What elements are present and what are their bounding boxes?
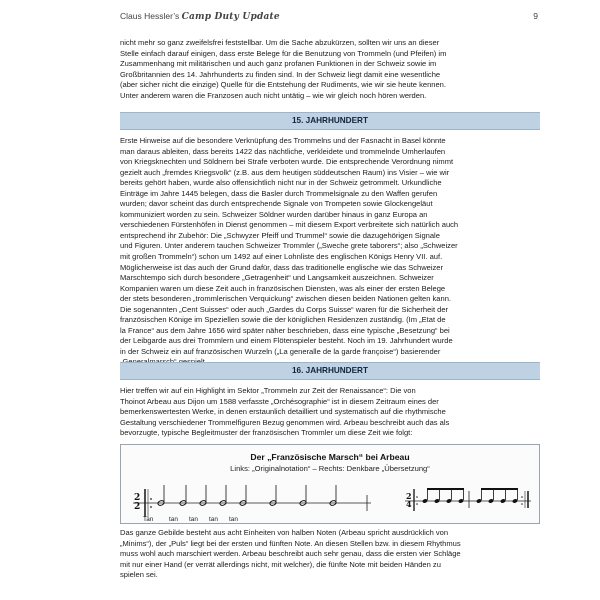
- text-line: und Figuren. Unter anderem tauchen Schweizer Trommler („Sweche grete taborers“; also „Schweizer: [120, 241, 458, 251]
- time-signature-top: 2: [134, 493, 141, 503]
- eighth-note: [422, 489, 428, 504]
- text-line: der Leibgarde aus drei Trommlern und einem Flötenspieler besteht. Noch im 19. Jahrhundert wurde: [120, 336, 453, 346]
- notation-graphic: [121, 445, 539, 523]
- text-line: in der Schweiz ein auf französischen Wurzeln („La generalle de la garde françoise“) basierender: [120, 346, 441, 356]
- text-line: mit nur einer Hand (er verrät allerdings nicht, mit welcher), die fünfte Note mit beiden Händen zu: [120, 559, 441, 569]
- section-heading-15: [120, 112, 540, 130]
- text-line: Möglicherweise ist das auch der Grund dafür, dass das traditionelle englische wie das Schweizer: [120, 262, 444, 272]
- text-line: Kompanien waren um diese Zeit auch in französischen Diensten, was als einer der ersten Belege: [120, 283, 446, 293]
- text-line: mit großen Trommeln“) schon um 1492 auf einer Lohnliste des englischen Königs Henry VII. auf.: [120, 252, 443, 262]
- eighth-note: [512, 489, 518, 504]
- text-line: Einträge im Jahre 1445 belegen, dass die Basler durch Trommelsignale zu den Waffen gerufen: [120, 188, 438, 198]
- text-line: entsprechend ihr Zubehör: Die „Schwyzer Pfeiff und Trummel“ sowie die dazugehörigen Signale: [120, 230, 440, 240]
- text-line: wurden; davor scheint das durch entsprechende Signale von Trompeten sowie Glockengeläut: [120, 199, 433, 209]
- text-line: Zusammenhang mit militärischen und auch ganz profanen Funktionen in der Schweiz sowie im: [120, 59, 437, 69]
- eighth-note: [434, 489, 440, 504]
- section-heading-15-label: 15. JAHRHUNDERT: [292, 116, 368, 125]
- syllable-labels: [143, 516, 238, 523]
- text-line: Thoinot Arbeau aus Dijon um 1588 verfasste „Orchésographie“ ist in diesem Zeitraum eines der: [120, 396, 439, 406]
- outro-paragraph: [120, 528, 540, 581]
- text-line: nicht mehr so ganz zweifelsfrei feststellbar. Um die Sache abzukürzen, sollten wir uns an dieser: [120, 38, 440, 47]
- figure-subtitle: Links: „Originalnotation“ – Rechts: Denkbare „Übersetzung“: [230, 464, 430, 473]
- page-number: 9: [533, 11, 538, 21]
- text-line: man daraus ableiten, dass bereits 1422 das nächtliche, verkleidete und trommelnde Umherlaufen: [120, 146, 446, 156]
- repeat-dot: [521, 496, 523, 498]
- eighth-note: [488, 489, 494, 504]
- note-beam: [427, 488, 464, 490]
- intro-paragraph: [120, 38, 540, 101]
- eighth-note: [446, 489, 452, 504]
- repeat-dot: [150, 506, 152, 508]
- time-signature-top: 2: [406, 491, 412, 501]
- time-signature-bottom: 2: [134, 502, 141, 512]
- text-line: Erste Hinweise auf die besondere Verknüpfung des Trommelns und der Fasnacht in Basel könnte: [120, 136, 446, 145]
- section-heading-16: [120, 362, 540, 380]
- running-header: [120, 9, 538, 25]
- text-line: spielen sei.: [120, 570, 158, 580]
- text-line: Großbritannien des 14. Jahrhunderts zu finden sind. In der Schweiz liegt damit eine wesentliche: [120, 69, 441, 79]
- text-line: bemerkenswertesten Werke, in denen erstaunlich detailliert und systematisch auf die rhythmische: [120, 407, 446, 417]
- syllable-label: Tan: [143, 516, 154, 523]
- note-beam: [481, 488, 518, 490]
- text-line: Die sogenannten „Cent Suisses“ oder auch „Gardes du Corps Suisse“ waren für die Sicherheit der: [120, 304, 449, 314]
- text-line: Hier treffen wir auf ein Highlight im Sektor „Trommeln zur Zeit der Renaissance“: Die von: [120, 386, 416, 395]
- text-line: verschiedenen Fürstenhöfen in Dienst genommen – mit diesem Export verbreitete sich natürlich auch: [120, 220, 459, 230]
- text-line: Stelle einfach darauf einigen, dass erste Belege für die Benutzung von Trommeln (und Pfeifen) im: [120, 48, 447, 58]
- translated-notation: [405, 488, 531, 511]
- eighth-note: [458, 489, 464, 504]
- notation-figure: [120, 444, 540, 524]
- header-author: [120, 11, 280, 22]
- text-line: der stets besonderen „trommlerischen Verquickung“ zwischen diesen beiden Nationen gelten kann.: [120, 294, 451, 304]
- section-heading-16-label: 16. JAHRHUNDERT: [292, 366, 368, 375]
- syllable-label: tan: [209, 516, 218, 523]
- time-signature-bottom: 4: [406, 499, 412, 509]
- header-brand-logo: Camp Duty Update: [181, 12, 280, 22]
- repeat-dot: [416, 503, 418, 505]
- text-line: Das ganze Gebilde besteht aus acht Einheiten von halben Noten (Arbeau spricht ausdrücklich von: [120, 528, 449, 537]
- text-line: französischen Könige im Speziellen sowie die der königlichen Residenzen zuständig. (Im „Etat de: [120, 315, 446, 325]
- text-line: von Kriegsknechten und Söldnern bei Strafe verboten wurde. Die entsprechende Verordnung nimmt: [120, 157, 454, 167]
- repeat-dot: [416, 496, 418, 498]
- header-author-name: Claus Hessler’s: [120, 11, 180, 21]
- repeat-dot: [150, 498, 152, 500]
- eighth-note: [500, 489, 506, 504]
- text-line: Marschtempo sich durch besondere „Getragenheit“ und Langsamkeit auszeichnen. Schweizer: [120, 273, 434, 283]
- syllable-label: tan: [229, 516, 238, 523]
- text-line: gezielt auch „fremdes Kriegsvolk“ (z.B. aus dem heutigen süddeutschen Raum) ins Visier – wie wir: [120, 167, 450, 177]
- section-15-paragraph: [120, 136, 540, 368]
- syllable-label: tan: [169, 516, 178, 523]
- text-line: bereits gehört haben, wurde also offensichtlich nicht nur in der Schweiz getrommelt. Urkundliche: [120, 178, 442, 188]
- text-line: bevorzugte, typische Begleitmuster der französischen Trommler um diese Zeit wie folgt:: [120, 428, 413, 438]
- text-line: Gestaltung verschiedener Trommelfiguren Bezug genommen wird. Arbeau beschreibt auch das als: [120, 417, 450, 427]
- text-line: la France“ aus dem Jahre 1656 wird später näher beschrieben, dass eine typische „Besetzung“ bei: [120, 325, 450, 335]
- section-16-paragraph: [120, 386, 540, 439]
- repeat-dot: [521, 503, 523, 505]
- syllable-label: tan: [189, 516, 198, 523]
- text-line: „Minims“), der „Puls“ liegt bei der ersten und fünften Note. An diesen Stellen bzw. in diesem Rhythmus: [120, 538, 461, 548]
- original-notation: [133, 485, 371, 523]
- text-line: Unter anderem waren die Franzosen auch nicht untätig – wie wir gleich noch hören werden.: [120, 90, 427, 100]
- text-line: muss wohl auch marschiert werden. Arbeau beschreibt auch sehr genau, dass die ersten vier Schläge: [120, 549, 461, 559]
- text-line: kommuniziert worden zu sein. Schweizer Söldner wurden darüber hinaus in ganz Europa an: [120, 209, 428, 219]
- text-line: (aber sicher nicht die einzige) Quelle für die Entstehung der Rudiments, wie wir sie heute kennen.: [120, 80, 446, 90]
- eighth-note: [476, 489, 482, 504]
- figure-title: Der „Französische Marsch“ bei Arbeau: [250, 452, 410, 462]
